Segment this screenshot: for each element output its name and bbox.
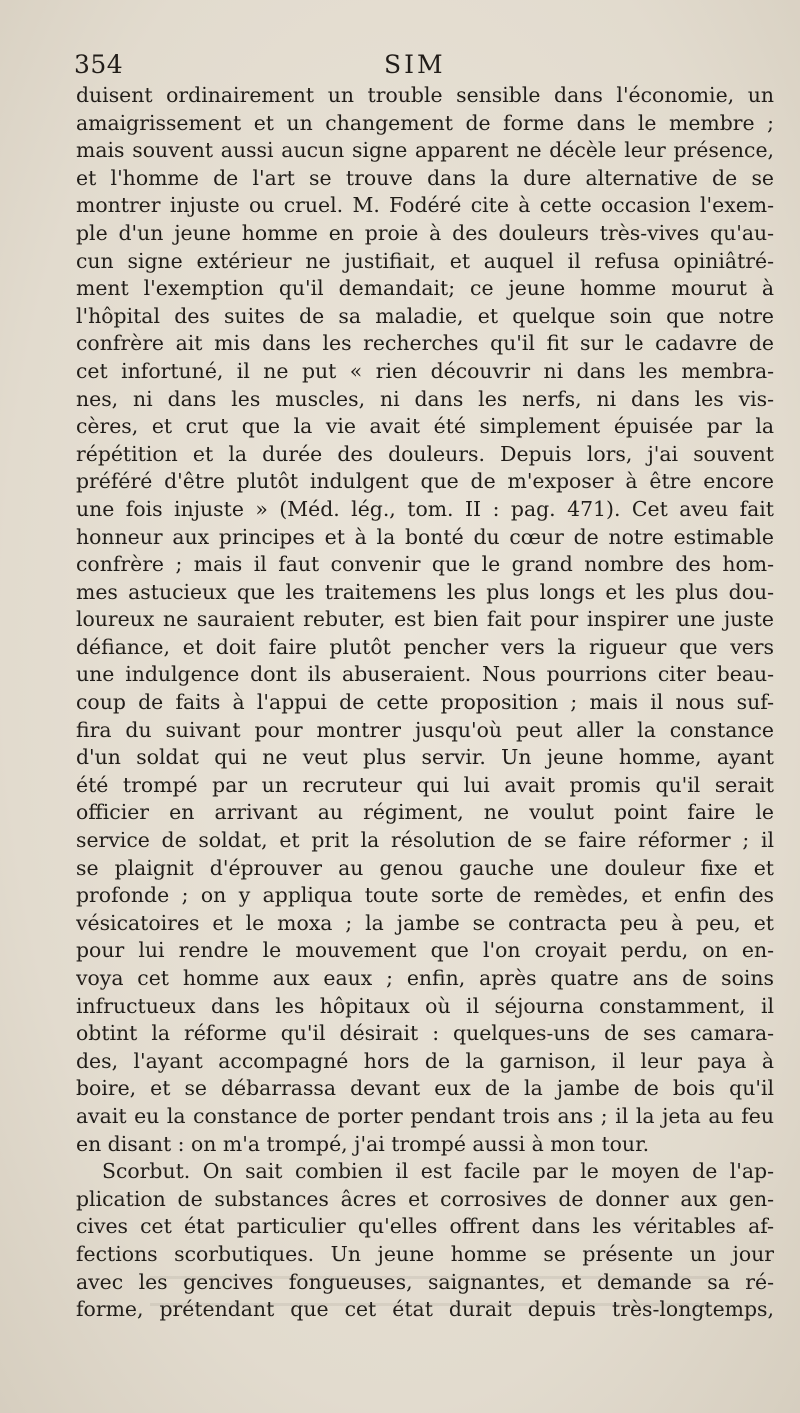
text-line: cun signe extérieur ne justifiait, et auquel il refusa opiniâtré- <box>76 248 774 273</box>
text-line: préféré d'être plutôt indulgent que de m'exposer à être encore <box>76 469 774 494</box>
text-line: officier en arrivant au régiment, ne voulut point faire le <box>76 800 774 825</box>
text-line: infructueux dans les hôpitaux où il séjourna constamment, il <box>76 993 774 1018</box>
text-line: duisent ordinairement un trouble sensible dans l'économie, un <box>76 83 774 107</box>
text-line: cet infortuné, il ne put « rien découvrir ni dans les membra- <box>76 358 774 383</box>
text-line: boire, et se débarrassa devant eux de la jambe de bois qu'il <box>76 1076 774 1101</box>
text-line: amaigrissement et un changement de forme dans le membre ; <box>76 110 774 135</box>
page-header <box>74 50 774 82</box>
text-line: se plaignit d'éprouver au genou gauche une douleur fixe et <box>76 855 774 880</box>
page-number: 354 <box>74 50 124 79</box>
text-line: et l'homme de l'art se trouve dans la dure alternative de se <box>76 165 774 190</box>
text-line: d'un soldat qui ne veut plus servir. Un jeune homme, ayant <box>76 745 774 770</box>
text-line: nes, ni dans les muscles, ni dans les nerfs, ni dans les vis- <box>76 386 774 411</box>
text-line: Scorbut. On sait combien il est facile par le moyen de l'ap- <box>102 1159 774 1184</box>
text-line: une indulgence dont ils abuseraient. Nous pourrions citer beau- <box>76 662 774 687</box>
text-line: obtint la réforme qu'il désirait : quelques-uns de ses camara- <box>76 1021 774 1046</box>
text-line: ment l'exemption qu'il demandait; ce jeune homme mourut à <box>76 276 774 301</box>
text-line: confrère ait mis dans les recherches qu'il fit sur le cadavre de <box>76 331 774 356</box>
text-line: ple d'un jeune homme en proie à des douleurs très-vives qu'au- <box>76 220 774 245</box>
running-head: SIM <box>384 50 446 79</box>
text-line: fira du suivant pour montrer jusqu'où peut aller la constance <box>76 717 774 742</box>
show-through-shadow <box>150 1262 710 1322</box>
text-line: loureux ne sauraient rebuter, est bien fait pour inspirer une juste <box>76 607 774 632</box>
text-line: honneur aux principes et à la bonté du cœur de notre estimable <box>76 524 774 549</box>
text-line: forme, prétendant que cet état durait depuis très-longtemps, <box>76 1297 774 1322</box>
text-line: avec les gencives fongueuses, saignantes, et demande sa ré- <box>76 1269 774 1294</box>
text-line: mais souvent aussi aucun signe apparent ne décèle leur présence, <box>76 138 774 163</box>
text-line: cères, et crut que la vie avait été simplement épuisée par la <box>76 414 774 439</box>
text-line: mes astucieux que les traitemens les plus longs et les plus dou- <box>76 579 774 604</box>
text-line: profonde ; on y appliqua toute sorte de remèdes, et enfin des <box>76 883 774 908</box>
text-line: fections scorbutiques. Un jeune homme se présente un jour <box>76 1241 774 1266</box>
text-line: été trompé par un recruteur qui lui avait promis qu'il serait <box>76 772 774 797</box>
text-line: des, l'ayant accompagné hors de la garnison, il leur paya à <box>76 1048 774 1073</box>
text-line: une fois injuste » (Méd. lég., tom. II : pag. 471). Cet aveu fait <box>76 496 774 521</box>
text-line: service de soldat, et prit la résolution de se faire réformer ; il <box>76 828 774 853</box>
text-line: vésicatoires et le moxa ; la jambe se contracta peu à peu, et <box>76 910 774 935</box>
text-line: montrer injuste ou cruel. M. Fodéré cite à cette occasion l'exem- <box>76 193 774 218</box>
text-line: pour lui rendre le mouvement que l'on croyait perdu, on en- <box>76 938 774 963</box>
text-line: confrère ; mais il faut convenir que le grand nombre des hom- <box>76 552 774 577</box>
text-line: l'hôpital des suites de sa maladie, et quelque soin que notre <box>76 303 774 328</box>
text-line: cives cet état particulier qu'elles offrent dans les véritables af- <box>76 1214 774 1239</box>
text-line: avait eu la constance de porter pendant trois ans ; il la jeta au feu <box>76 1103 774 1128</box>
text-line: coup de faits à l'appui de cette proposition ; mais il nous suf- <box>76 690 774 715</box>
text-line: plication de substances âcres et corrosives de donner aux gen- <box>76 1186 774 1211</box>
text-line: voya cet homme aux eaux ; enfin, après quatre ans de soins <box>76 966 774 990</box>
body-text <box>76 82 774 1324</box>
text-line: en disant : on m'a trompé, j'ai trompé aussi à mon tour. <box>76 1131 650 1156</box>
text-line: défiance, et doit faire plutôt pencher vers la rigueur que vers <box>76 634 774 659</box>
text-line: répétition et la durée des douleurs. Depuis lors, j'ai souvent <box>76 441 774 466</box>
